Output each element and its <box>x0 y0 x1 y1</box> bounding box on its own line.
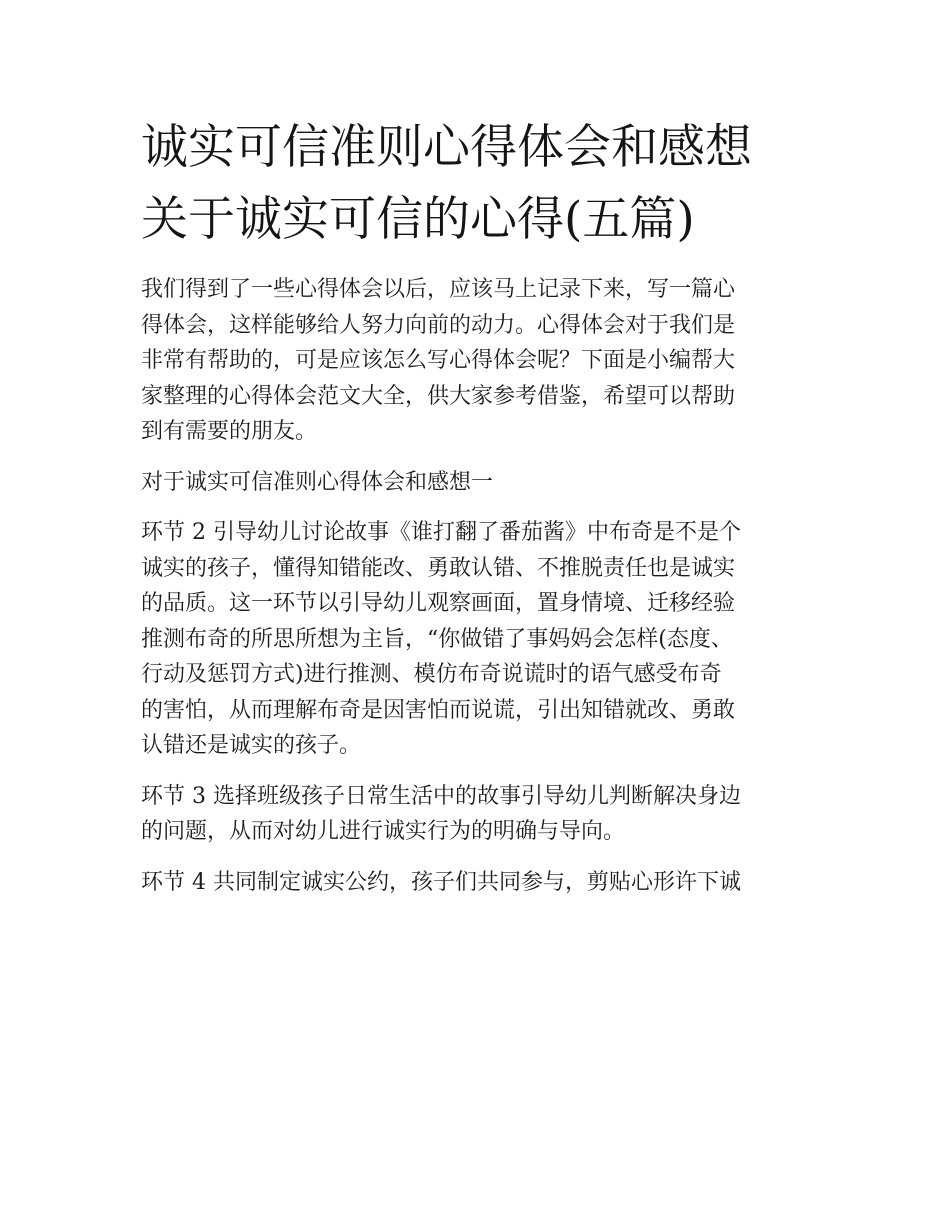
text-line: 得体会，这样能够给人努力向前的动力。心得体会对于我们是 <box>141 312 736 338</box>
step-2-paragraph <box>141 515 821 764</box>
text-line: 的问题，从而对幼儿进行诚实行为的明确与导向。 <box>141 819 626 844</box>
title-line-1: 诚实可信准则心得体会和感想 <box>141 120 752 175</box>
text-line: 对于诚实可信准则心得体会和感想一 <box>141 469 494 495</box>
step-4-paragraph <box>141 865 821 901</box>
document-content <box>141 112 821 900</box>
text-line: 推测布奇的所思所想为主旨，“你做错了事妈妈会怎样(态度、 <box>141 626 733 652</box>
text-line: 家整理的心得体会范文大全，供大家参考借鉴，希望可以帮助 <box>141 383 736 409</box>
text-line: 行动及惩罚方式)进行推测、模仿布奇说谎时的语气感受布奇 <box>141 662 722 687</box>
document-body <box>141 272 821 900</box>
text-line: 到有需要的朋友。 <box>141 419 318 444</box>
text-line: 认错还是诚实的孩子。 <box>141 733 362 758</box>
text-line: 环节 2 引导幼儿讨论故事《谁打翻了番茄酱》中布奇是不是个 <box>141 520 741 545</box>
document-title <box>141 112 821 256</box>
text-line: 诚实的孩子，懂得知错能改、勇敢认错、不推脱责任也是诚实 <box>141 555 736 581</box>
text-line: 环节 4 共同制定诚实公约，孩子们共同参与，剪贴心形许下诚 <box>141 869 741 895</box>
text-line: 我们得到了一些心得体会以后，应该马上记录下来，写一篇心 <box>141 277 736 302</box>
section-heading <box>141 465 821 501</box>
step-3-paragraph <box>141 779 821 850</box>
intro-paragraph <box>141 272 821 450</box>
text-line: 的品质。这一环节以引导幼儿观察画面，置身情境、迁移经验 <box>141 591 736 616</box>
text-line: 的害怕，从而理解布奇是因害怕而说谎，引出知错就改、勇敢 <box>141 697 736 723</box>
text-line: 环节 3 选择班级孩子日常生活中的故事引导幼儿判断解决身边 <box>141 783 741 809</box>
text-line: 非常有帮助的，可是应该怎么写心得体会呢？下面是小编帮大 <box>141 348 736 373</box>
title-line-2: 关于诚实可信的心得(五篇) <box>141 192 695 247</box>
